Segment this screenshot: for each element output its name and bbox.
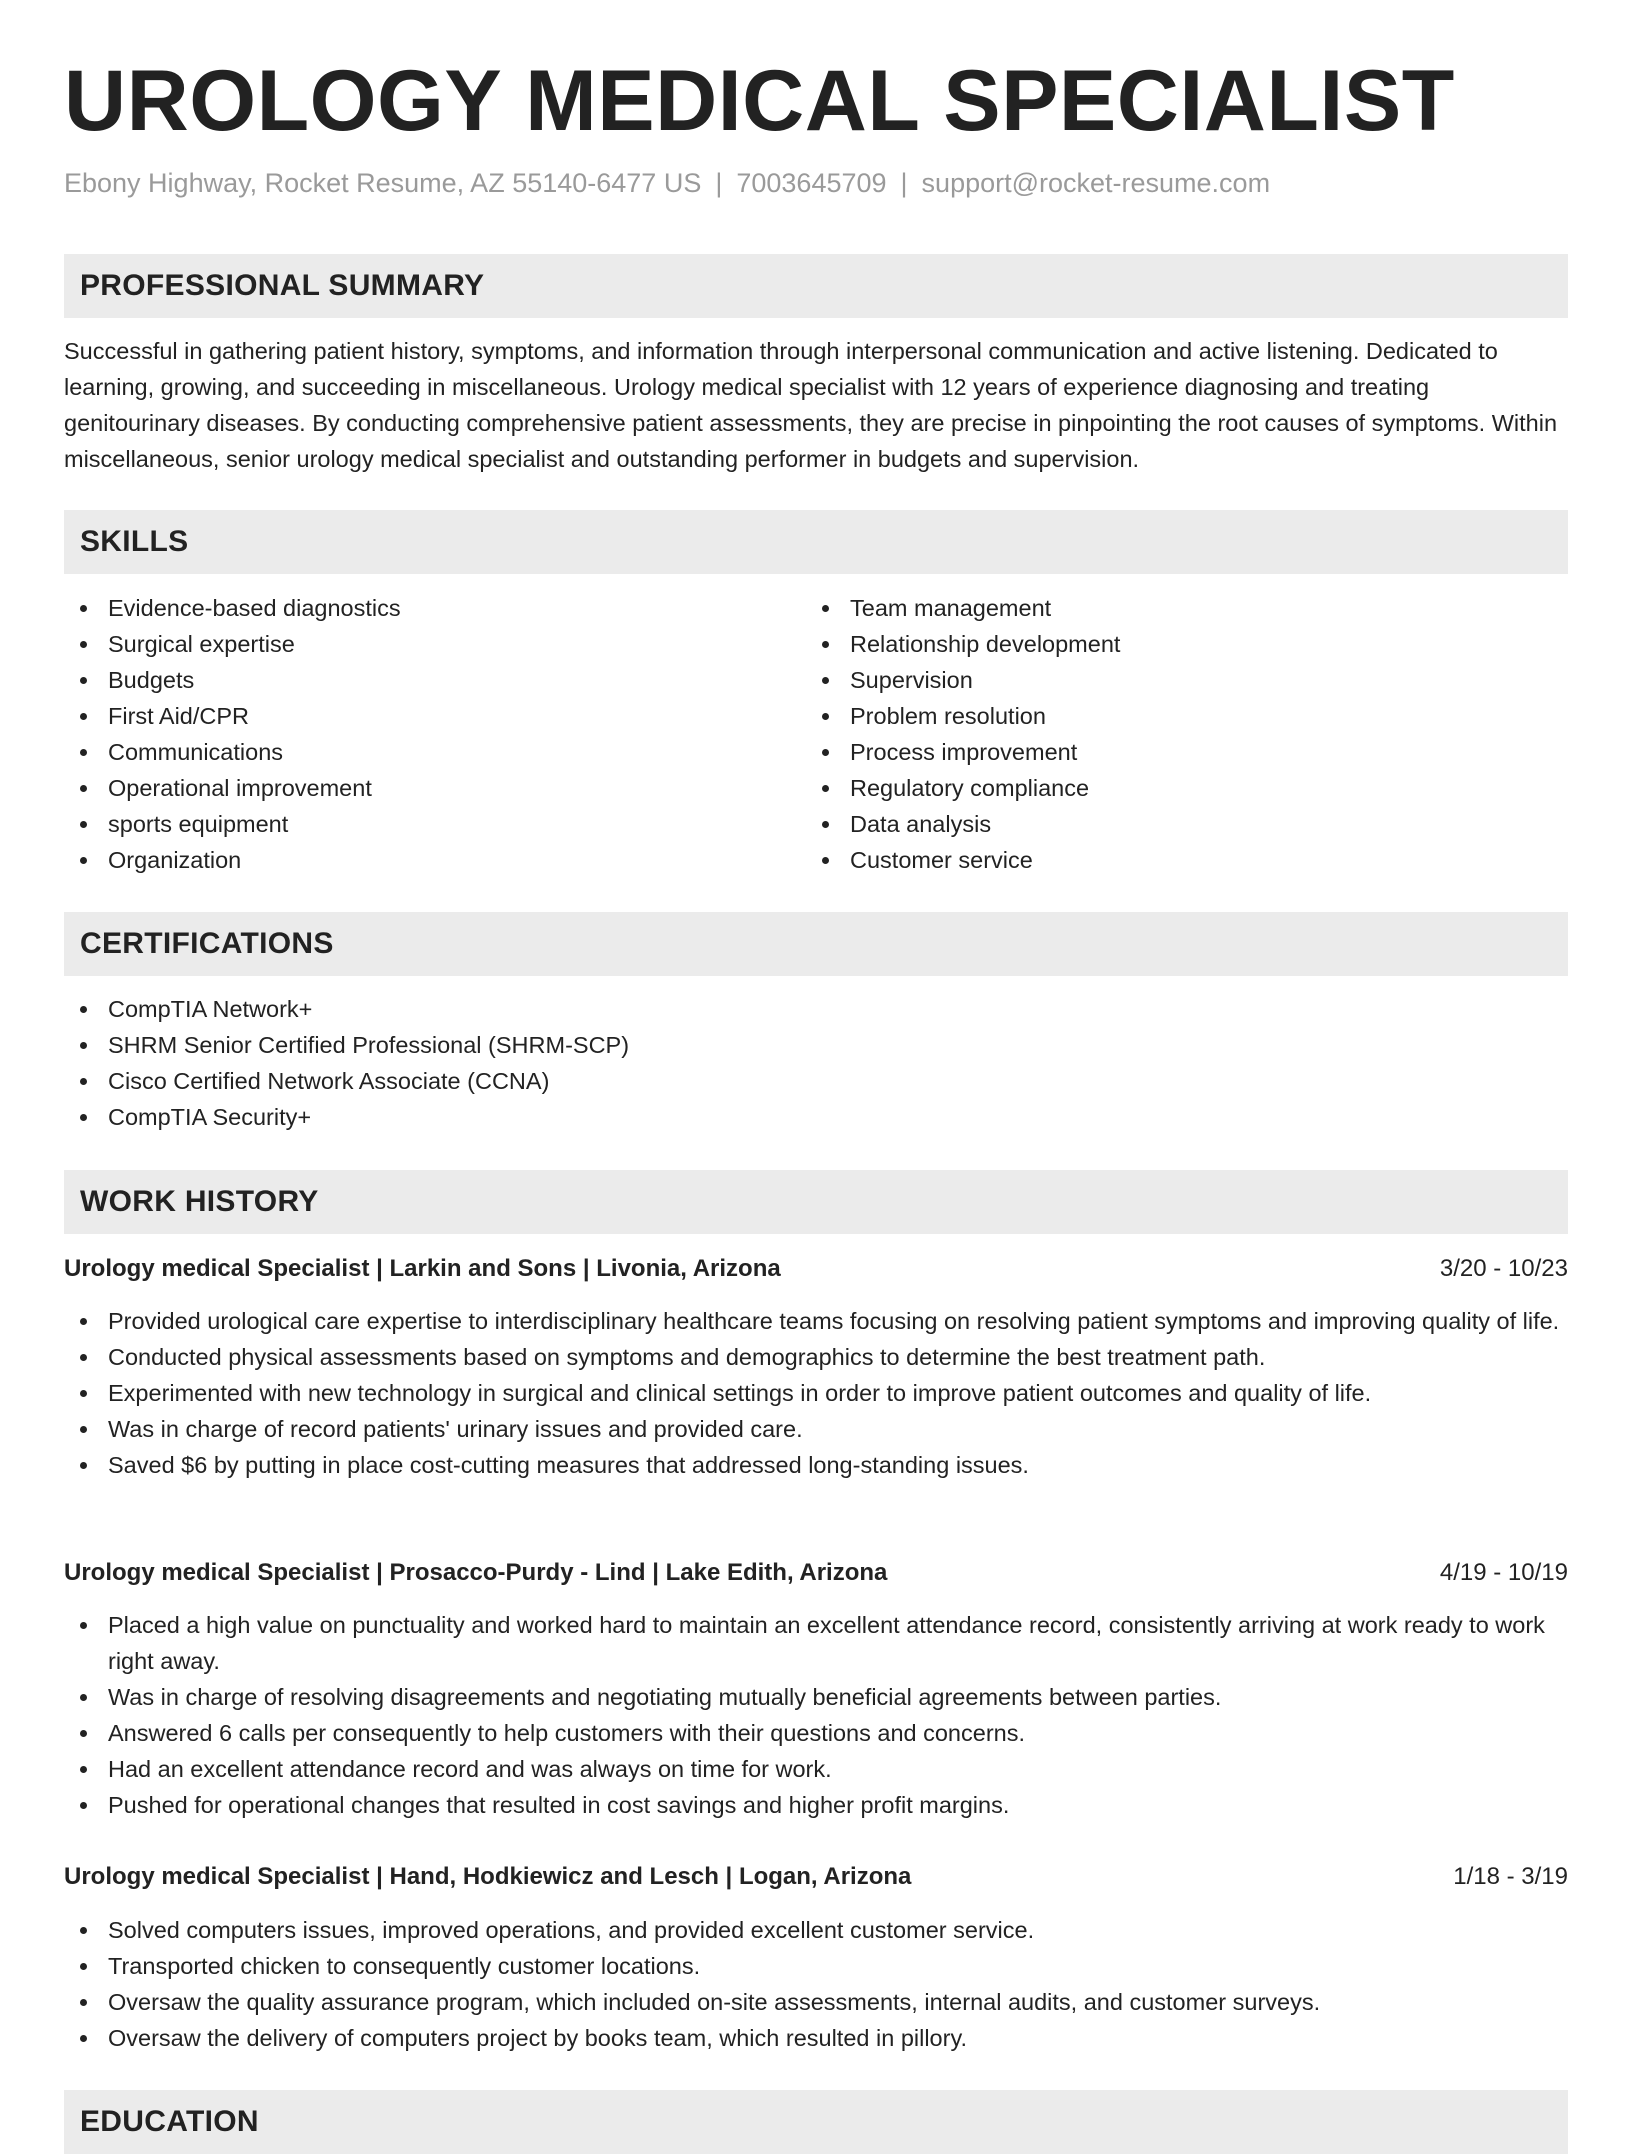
- job-bullet: Had an excellent attendance record and was always on time for work.: [64, 1751, 1568, 1787]
- contact-line: [64, 167, 1270, 199]
- skill-item: Data analysis: [806, 806, 1546, 842]
- job-bullet: Answered 6 calls per consequently to help customers with their questions and concerns.: [64, 1715, 1568, 1751]
- job-dates: 3/20 - 10/23: [1439, 1255, 1568, 1282]
- certifications-list: [64, 991, 1568, 1135]
- contact-separator: |: [900, 168, 908, 198]
- education-heading: EDUCATION: [80, 2105, 259, 2138]
- contact-phone: 7003645709: [736, 168, 887, 198]
- certification-item: CompTIA Network+: [64, 991, 1568, 1027]
- job-bullet: Oversaw the delivery of computers project by books team, which resulted in pillory.: [64, 2020, 1568, 2056]
- job-title: Urology medical Specialist | Prosacco-Purdy - Lind | Lake Edith, Arizona: [64, 1559, 888, 1586]
- job-bullet: Conducted physical assessments based on symptoms and demographics to determine the best treatment path.: [64, 1339, 1568, 1375]
- summary-text: Successful in gathering patient history, symptoms, and information through interpersonal communication and active listening. Dedicated to learning, growing, and succeeding in miscellaneous. Urology medical specialist with 12 years of experience diagnosing and treating genitourinary diseases. By conducting comprehensive patient assessments, they are precise in pinpointing the root causes of symptoms. Within miscellaneous, senior urology medical specialist and outstanding performer in budgets and supervision.: [64, 338, 1558, 472]
- certification-item: CompTIA Security+: [64, 1099, 1568, 1135]
- job-bullet: Placed a high value on punctuality and worked hard to maintain an excellent attendance record, consistently arriving at work ready to work right away.: [64, 1607, 1568, 1679]
- skills-heading: SKILLS: [80, 525, 189, 558]
- job-title: Urology medical Specialist | Larkin and Sons | Livonia, Arizona: [64, 1255, 781, 1282]
- job-dates: 1/18 - 3/19: [1453, 1863, 1568, 1890]
- skill-item: Budgets: [64, 662, 804, 698]
- certifications-section-header: [64, 912, 1568, 976]
- job-bullet: Oversaw the quality assurance program, which included on-site assessments, internal audits, and customer surveys.: [64, 1984, 1568, 2020]
- job-bullet: Solved computers issues, improved operations, and provided excellent customer service.: [64, 1912, 1568, 1948]
- work-section-header: [64, 1170, 1568, 1234]
- job-bullet: Was in charge of record patients' urinary issues and provided care.: [64, 1411, 1568, 1447]
- certifications-heading: CERTIFICATIONS: [80, 927, 334, 960]
- contact-separator: |: [715, 168, 723, 198]
- summary-section-header: [64, 254, 1568, 318]
- education-section-header: [64, 2090, 1568, 2154]
- skill-item: Surgical expertise: [64, 626, 804, 662]
- job-bullet: Provided urological care expertise to interdisciplinary healthcare teams focusing on resolving patient symptoms and improving quality of life.: [64, 1303, 1568, 1339]
- job-header: [64, 1555, 1568, 1591]
- skill-item: Organization: [64, 842, 804, 878]
- summary-heading: PROFESSIONAL SUMMARY: [80, 269, 485, 302]
- skills-section-header: [64, 510, 1568, 574]
- job-bullets: [64, 1607, 1568, 1823]
- job-header: [64, 1859, 1568, 1895]
- contact-email[interactable]: support@rocket-resume.com: [921, 168, 1271, 198]
- skill-item: Supervision: [806, 662, 1546, 698]
- skill-item: Process improvement: [806, 734, 1546, 770]
- skill-item: Customer service: [806, 842, 1546, 878]
- certification-item: SHRM Senior Certified Professional (SHRM-SCP): [64, 1027, 1568, 1063]
- candidate-name: UROLOGY MEDICAL SPECIALIST: [64, 53, 1455, 149]
- job-bullet: Transported chicken to consequently customer locations.: [64, 1948, 1568, 1984]
- job-title: Urology medical Specialist | Hand, Hodkiewicz and Lesch | Logan, Arizona: [64, 1863, 912, 1890]
- skill-item: Relationship development: [806, 626, 1546, 662]
- skill-item: Communications: [64, 734, 804, 770]
- contact-address: Ebony Highway, Rocket Resume, AZ 55140-6477 US: [64, 168, 702, 198]
- work-heading: WORK HISTORY: [80, 1185, 319, 1218]
- skill-item: sports equipment: [64, 806, 804, 842]
- job-bullet: Was in charge of resolving disagreements and negotiating mutually beneficial agreements between parties.: [64, 1679, 1568, 1715]
- job-bullets: [64, 1303, 1568, 1483]
- skill-item: Problem resolution: [806, 698, 1546, 734]
- certification-item: Cisco Certified Network Associate (CCNA): [64, 1063, 1568, 1099]
- skill-item: Evidence-based diagnostics: [64, 590, 804, 626]
- skills-list-right: [806, 590, 1546, 878]
- job-bullets: [64, 1912, 1568, 2056]
- skill-item: Team management: [806, 590, 1546, 626]
- job-bullet: Pushed for operational changes that resulted in cost savings and higher profit margins.: [64, 1787, 1568, 1823]
- skill-item: Regulatory compliance: [806, 770, 1546, 806]
- job-bullet: Saved $6 by putting in place cost-cutting measures that addressed long-standing issues.: [64, 1447, 1568, 1483]
- skill-item: Operational improvement: [64, 770, 804, 806]
- skills-list-left: [64, 590, 804, 878]
- job-bullet: Experimented with new technology in surgical and clinical settings in order to improve patient outcomes and quality of life.: [64, 1375, 1568, 1411]
- skill-item: First Aid/CPR: [64, 698, 804, 734]
- job-dates: 4/19 - 10/19: [1439, 1559, 1568, 1586]
- job-header: [64, 1251, 1568, 1287]
